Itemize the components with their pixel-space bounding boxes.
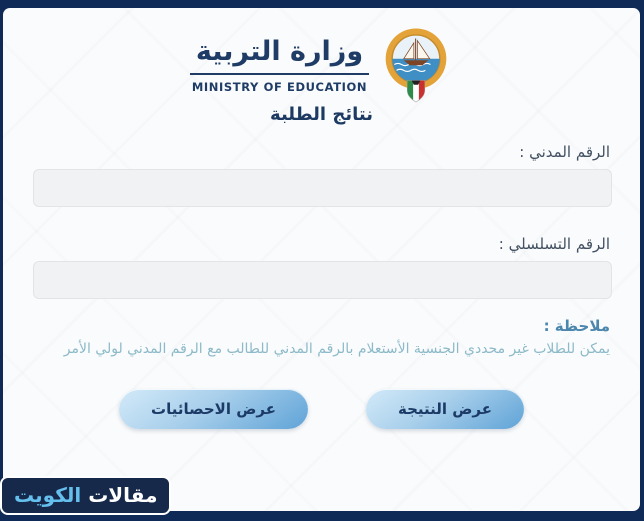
ministry-logo-text [190, 36, 369, 93]
view-statistics-button[interactable]: عرض الاحصائيات [119, 389, 308, 429]
header [3, 8, 640, 125]
watermark-word-first: مقالات [88, 483, 158, 507]
button-row [3, 389, 640, 429]
watermark-badge [0, 476, 171, 515]
ministry-logo [3, 28, 640, 102]
note-body: يمكن للطلاب غير محددي الجنسية الأستعلام بالرقم المدني للطالب مع الرقم المدني لولي الأمر [63, 341, 610, 357]
view-result-button[interactable]: عرض النتيجة [366, 389, 524, 429]
serial-number-input[interactable] [33, 261, 612, 299]
ministry-name-arabic: وزارة التربية [190, 36, 369, 74]
serial-number-label: الرقم التسلسلي : [498, 235, 610, 253]
results-card [3, 8, 640, 511]
watermark-word-second: الكويت [14, 483, 82, 507]
civil-number-label: الرقم المدني : [519, 143, 610, 161]
civil-number-input[interactable] [33, 169, 612, 207]
page-title: نتائج الطلبة [270, 104, 373, 125]
note-heading: ملاحظة : [543, 317, 610, 335]
kuwait-coat-of-arms-icon [379, 21, 453, 109]
ministry-name-english: MINISTRY OF EDUCATION [191, 79, 368, 94]
